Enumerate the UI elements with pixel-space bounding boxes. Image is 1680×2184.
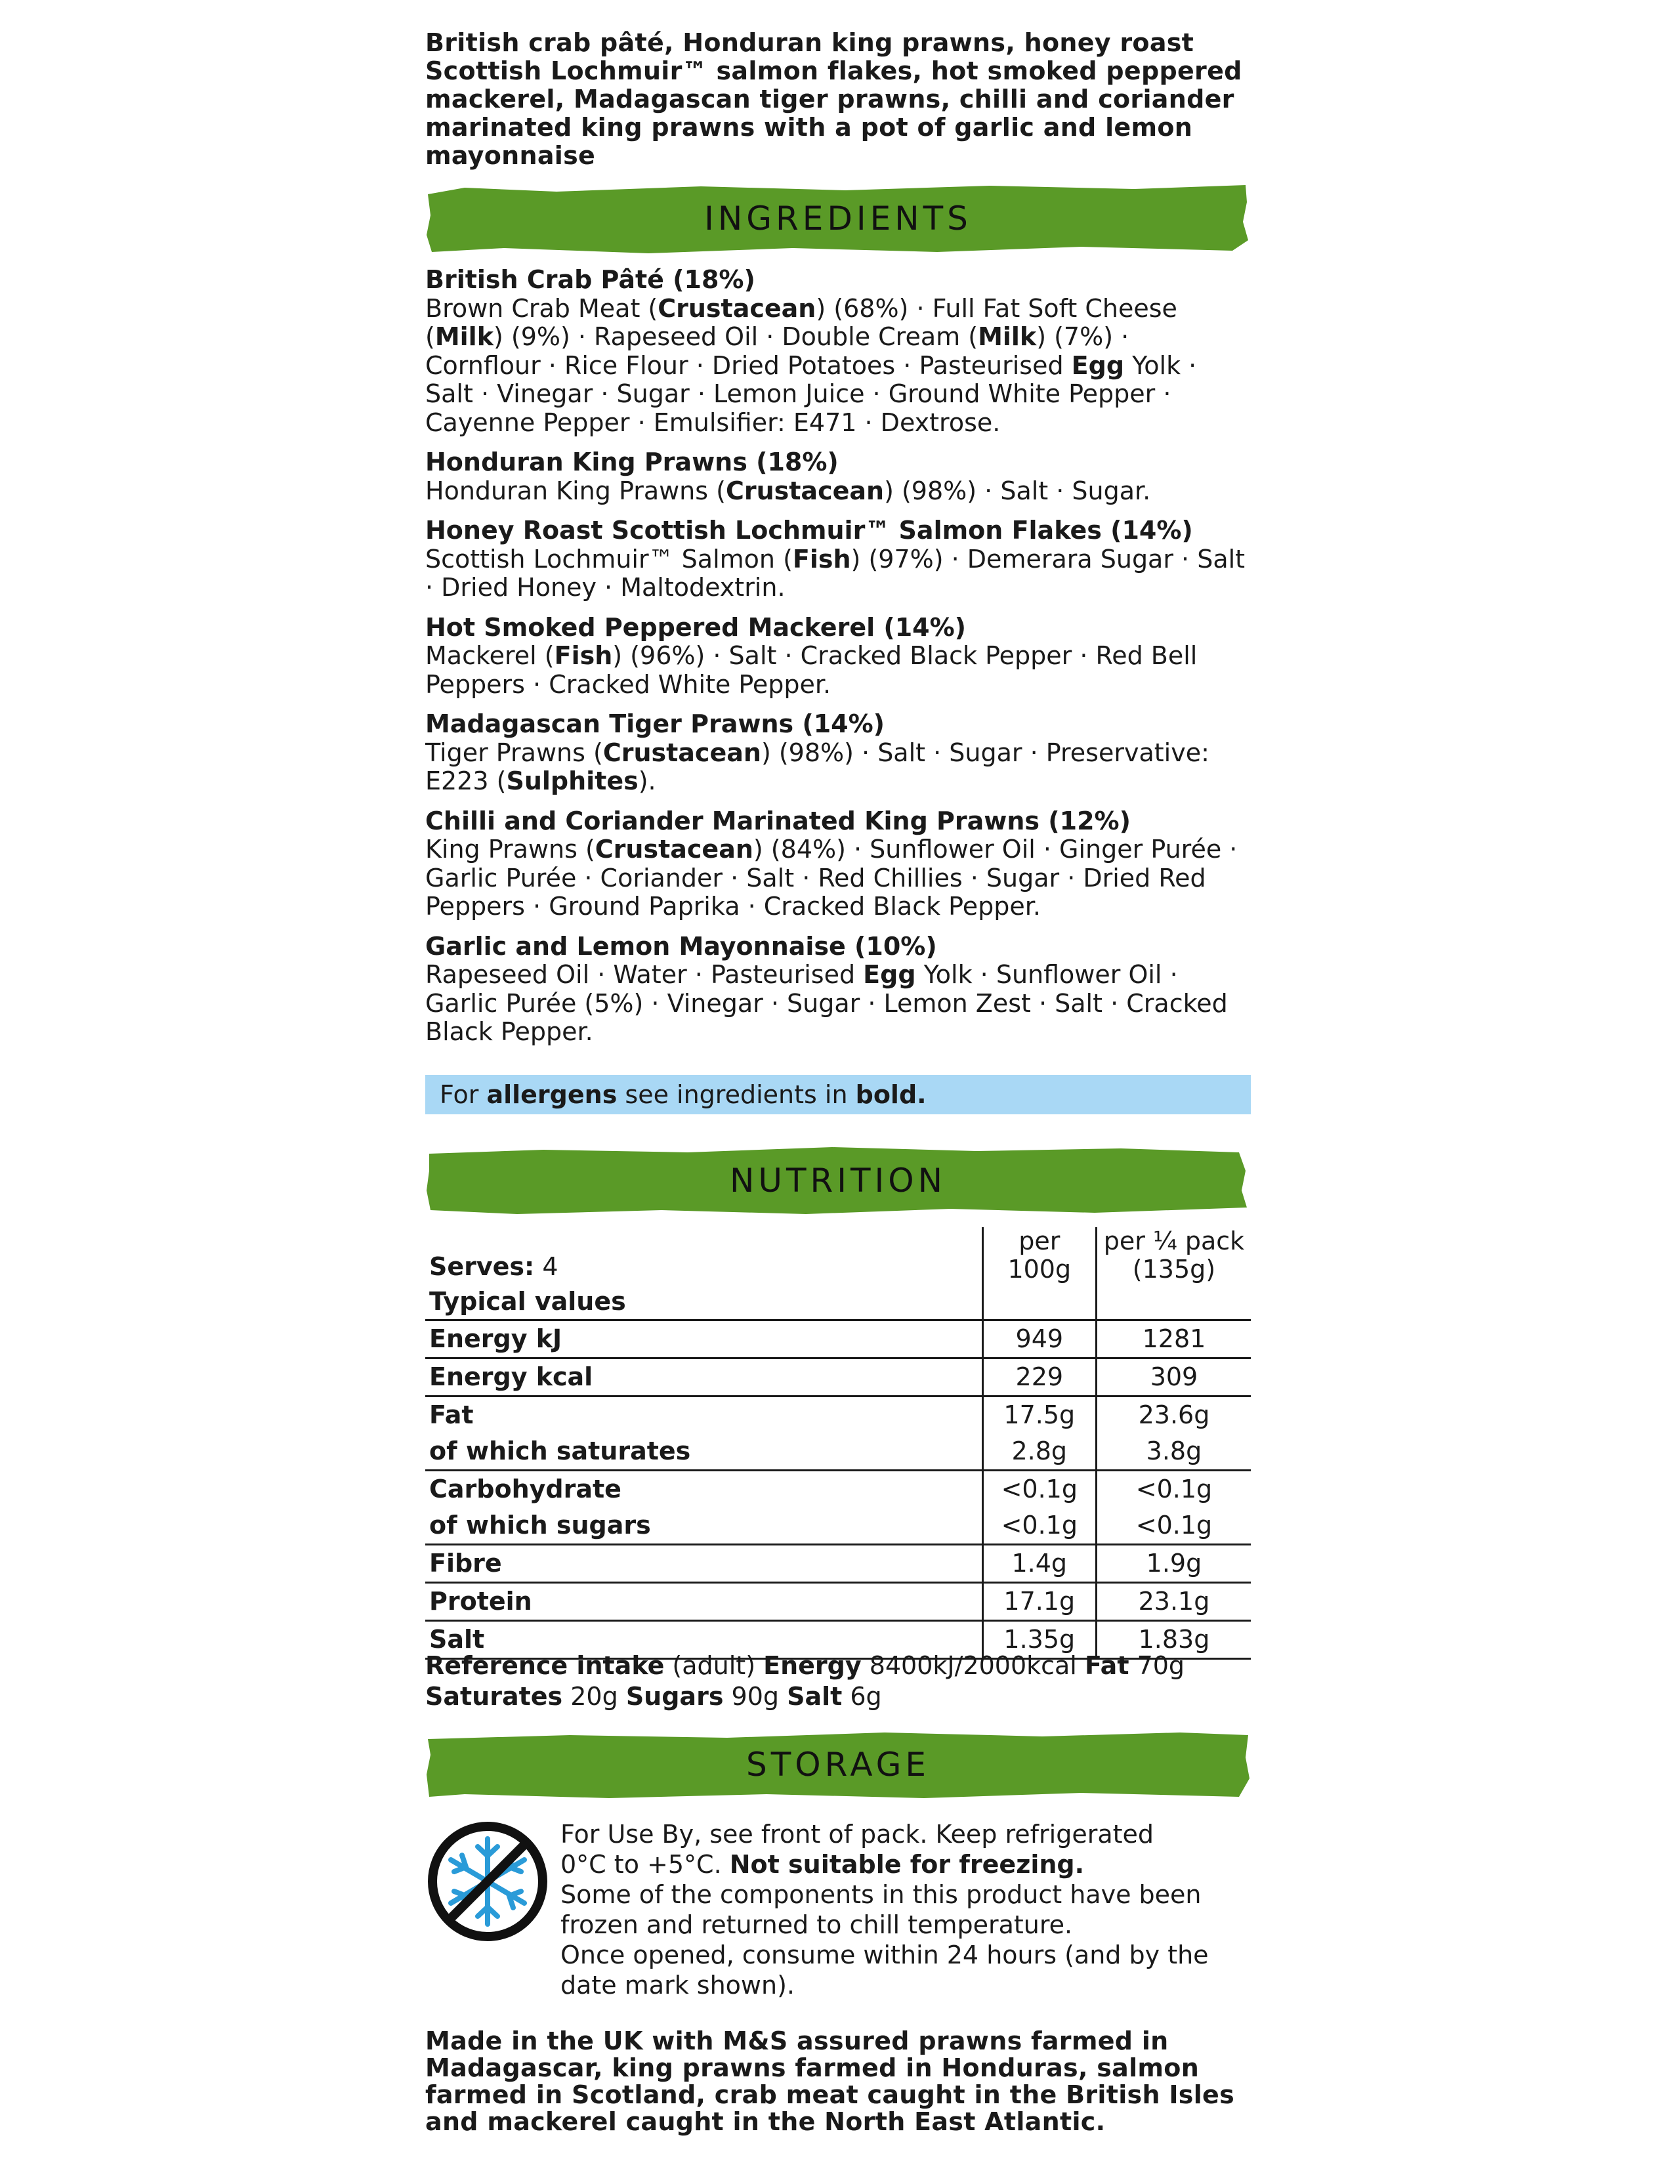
allergen-highlight: Milk — [434, 322, 494, 351]
allergen-note: For allergens see ingredients in bold. — [425, 1075, 1251, 1114]
nutrition-row — [425, 1396, 1251, 1434]
nutrient-label: Fat — [429, 1400, 474, 1429]
nutrition-header-row — [425, 1227, 1251, 1320]
per-100g-value: 1.4g — [982, 1545, 1096, 1583]
per-pack-value: <0.1g — [1096, 1507, 1251, 1545]
per-pack-header: per ¼ pack (135g) — [1096, 1227, 1251, 1320]
per-100g-value: 17.1g — [982, 1583, 1096, 1621]
per-pack-value: 3.8g — [1096, 1433, 1251, 1471]
nutrient-label: of which saturates — [425, 1433, 982, 1471]
reference-intake: Reference intake (adult) Energy 8400kJ/2000kcal Fat 70g Saturates 20g Sugars 90g Salt 6g — [425, 1651, 1185, 1711]
storage-instructions: For Use By, see front of pack. Keep refrigerated 0°C to +5°C. Not suitable for freezing. Some of the components in this product have been frozen and returned to chill temperature. Once opened, consume within 24 hours (and by the date mark shown). — [560, 1820, 1209, 2000]
nutrition-heading: NUTRITION — [729, 1162, 947, 1200]
allergen-highlight: Milk — [978, 322, 1037, 351]
per-pack-value: 23.1g — [1096, 1583, 1251, 1621]
ingredient-details: Rapeseed Oil · Water · Pasteurised Egg Yolk · Sunflower Oil · Garlic Purée (5%) · Vinegar · Sugar · Lemon Zest · Salt · Cracked Black Pepper. — [425, 960, 1228, 1046]
nutrient-label: Protein — [425, 1583, 982, 1621]
nutrition-table — [425, 1227, 1251, 1660]
nutrition-row — [425, 1583, 1251, 1621]
allergen-highlight: Crustacean — [595, 835, 753, 864]
per-pack-value: 1281 — [1096, 1320, 1251, 1358]
nutrient-label: of which sugars — [425, 1507, 982, 1545]
storage-heading: STORAGE — [746, 1746, 930, 1784]
nutrient-label: Energy kcal — [425, 1358, 982, 1396]
serves-label: Serves: 4 — [429, 1252, 558, 1281]
nutrition-row — [425, 1433, 1251, 1471]
per-pack-value: 23.6g — [1096, 1396, 1251, 1434]
allergen-highlight: Crustacean — [725, 476, 885, 505]
ingredient-block — [425, 614, 1251, 700]
ingredient-details: Scottish Lochmuir™ Salmon (Fish) (97%) · Demerara Sugar · Salt · Dried Honey · Maltodextrin. — [425, 544, 1246, 602]
ingredient-block — [425, 807, 1251, 921]
allergen-highlight: Sulphites — [506, 766, 639, 795]
per-pack-value: 1.83g — [1096, 1621, 1251, 1659]
ingredients-heading: INGREDIENTS — [704, 200, 972, 238]
allergen-highlight: Crustacean — [602, 738, 761, 767]
ingredient-block — [425, 266, 1251, 437]
allergen-highlight: Fish — [554, 641, 613, 670]
snowflake-prohibited-icon — [425, 1819, 550, 1944]
nutrition-row — [425, 1545, 1251, 1583]
nutrition-row — [425, 1507, 1251, 1545]
nutrition-row — [425, 1358, 1251, 1396]
per-pack-value: <0.1g — [1096, 1471, 1251, 1508]
ingredient-name: Garlic and Lemon Mayonnaise (10%) — [425, 931, 937, 961]
ingredients-heading-banner — [425, 182, 1251, 255]
per-100g-value: 949 — [982, 1320, 1096, 1358]
allergen-highlight: Egg — [1071, 350, 1125, 380]
per-pack-value: 1.9g — [1096, 1545, 1251, 1583]
per-100g-value: 17.5g — [982, 1396, 1096, 1434]
ingredient-name: Honey Roast Scottish Lochmuir™ Salmon Flakes (14%) — [425, 516, 1193, 545]
ingredient-details: Brown Crab Meat (Crustacean) (68%) · Full Fat Soft Cheese (Milk) (9%) · Rapeseed Oil · Double Cream (Milk) (7%) · Cornflour · Rice Flour · Dried Potatoes · Pasteurised Egg Yolk · Salt · Vinegar · Sugar · Lemon Juice · Ground White Pepper · Cayenne Pepper · Emulsifier: E471 · Dextrose. — [425, 293, 1197, 437]
per-100g-value: 229 — [982, 1358, 1096, 1396]
ingredient-details: Tiger Prawns (Crustacean) (98%) · Salt · Sugar · Preservative: E223 (Sulphites). — [425, 738, 1209, 795]
allergen-highlight: Egg — [863, 960, 916, 989]
ingredient-name: Madagascan Tiger Prawns (14%) — [425, 709, 885, 738]
nutrition-row — [425, 1320, 1251, 1358]
per-pack-value: 309 — [1096, 1358, 1251, 1396]
ingredient-name: Chilli and Coriander Marinated King Prawns (12%) — [425, 806, 1131, 835]
nutrient-label: Fibre — [425, 1545, 982, 1583]
per-100g-value: 1.35g — [982, 1621, 1096, 1659]
per-100g-value: <0.1g — [982, 1471, 1096, 1508]
ingredient-block — [425, 448, 1251, 505]
ingredient-details: Mackerel (Fish) (96%) · Salt · Cracked Black Pepper · Red Bell Peppers · Cracked White Pepper. — [425, 641, 1198, 699]
nutrition-row — [425, 1471, 1251, 1508]
storage-heading-banner — [425, 1729, 1251, 1801]
ingredient-name: Honduran King Prawns (18%) — [425, 448, 839, 476]
ingredients-list — [425, 266, 1251, 1058]
ingredient-block — [425, 710, 1251, 796]
per-100g-value: <0.1g — [982, 1507, 1096, 1545]
ingredient-name: Hot Smoked Peppered Mackerel (14%) — [425, 612, 967, 642]
typical-values-label: Typical values — [429, 1287, 626, 1316]
per-100g-value: 2.8g — [982, 1433, 1096, 1471]
origin-statement: Made in the UK with M&S assured prawns farmed in Madagascar, king prawns farmed in Honduras, salmon farmed in Scotland, crab meat caught in the British Isles and mackerel caught in the North East Atlantic. — [425, 2026, 1235, 2136]
nutrient-label: Carbohydrate — [429, 1475, 621, 1503]
ingredient-block — [425, 516, 1251, 602]
ingredient-name: British Crab Pâté (18%) — [425, 265, 755, 294]
ingredient-details: King Prawns (Crustacean) (84%) · Sunflower Oil · Ginger Purée · Garlic Purée · Coriander · Salt · Red Chillies · Sugar · Dried Red Peppers · Ground Paprika · Cracked Black Pepper. — [425, 835, 1238, 921]
allergen-highlight: Crustacean — [658, 293, 816, 323]
product-description: British crab pâté, Honduran king prawns, honey roast Scottish Lochmuir™ salmon flakes, hot smoked peppered mackerel, Madagascan tiger prawns, chilli and coriander marinated king prawns with a pot of garlic and lemon mayonnaise — [425, 28, 1242, 170]
nutrient-label: Salt — [425, 1621, 982, 1659]
allergen-highlight: Fish — [792, 544, 851, 574]
per-100g-header: per 100g — [982, 1227, 1096, 1320]
ingredient-details: Honduran King Prawns (Crustacean) (98%) · Salt · Sugar. — [425, 476, 1151, 505]
nutrient-label: Energy kJ — [425, 1320, 982, 1358]
nutrition-heading-banner — [425, 1144, 1251, 1217]
ingredient-block — [425, 933, 1251, 1047]
